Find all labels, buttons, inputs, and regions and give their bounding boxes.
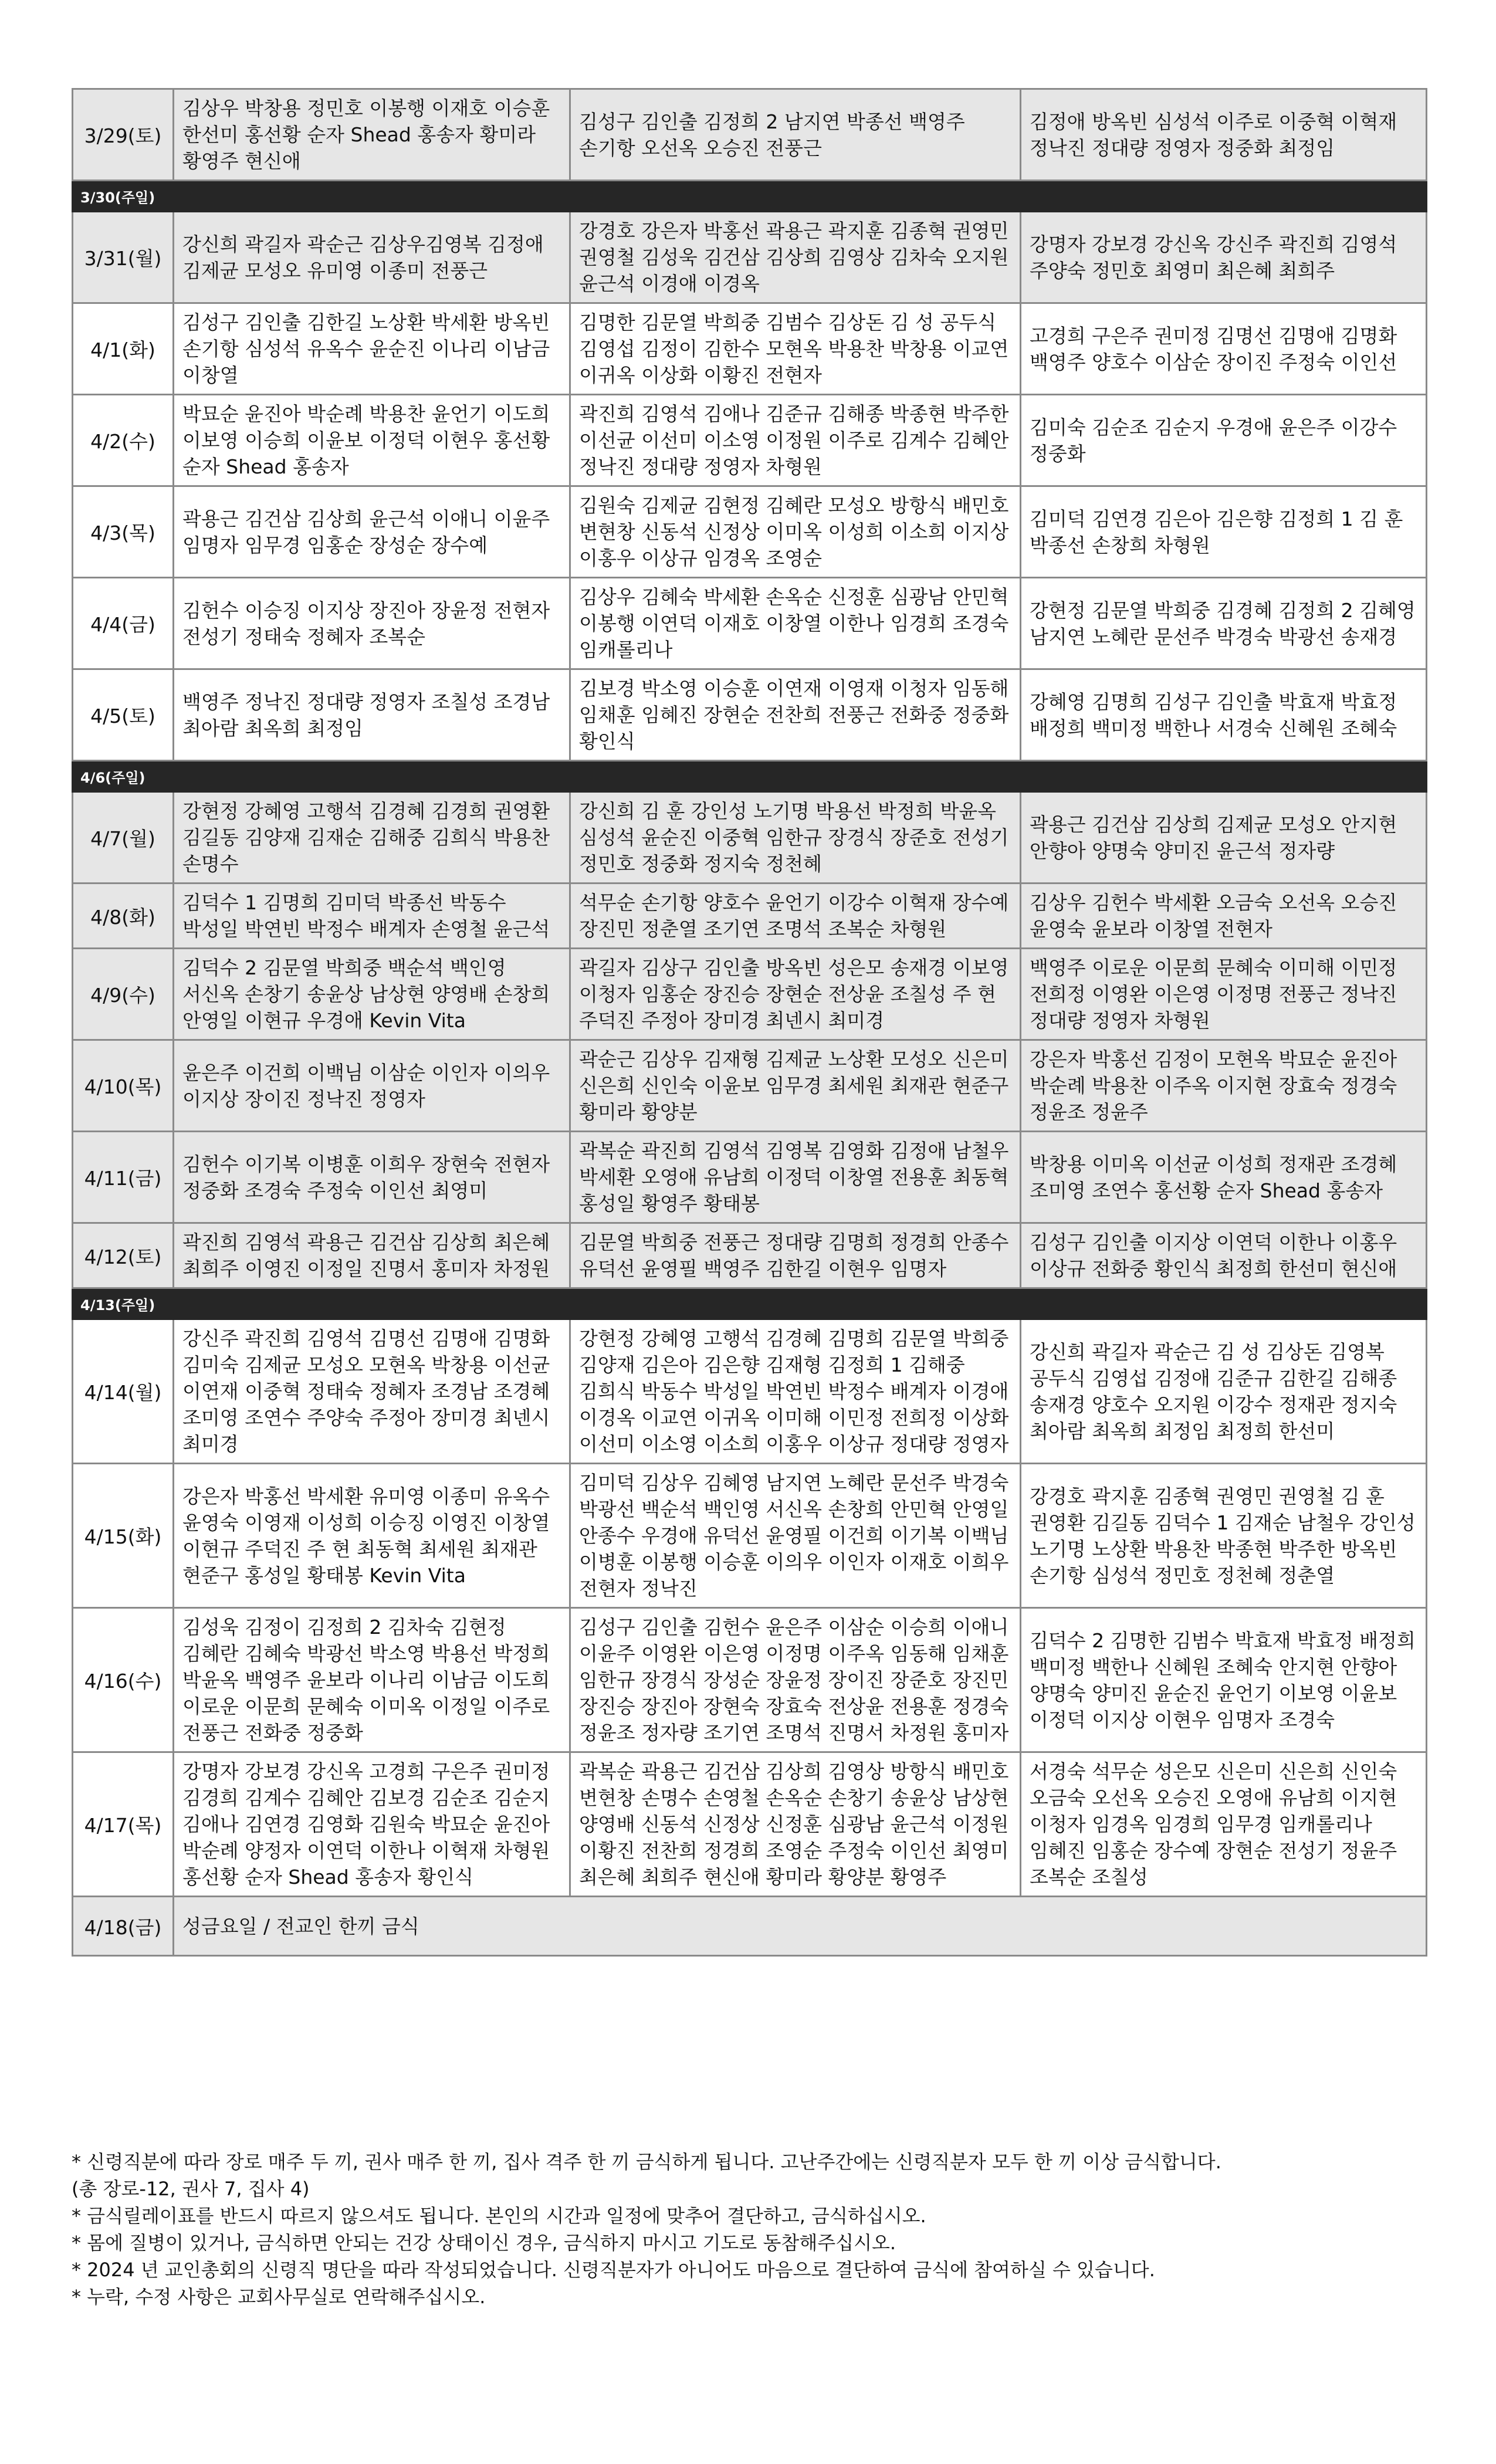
names-cell-col1: 강은자 박홍선 박세환 유미영 이종미 유옥수 윤영숙 이영재 이성희 이승징 이영진 이창열 이현규 주덕진 주 현 최동혁 최세원 최재관 현준구 홍성일 황태봉 Kevin Vita bbox=[174, 1464, 570, 1608]
sunday-label: 4/13(주일) bbox=[73, 1288, 1427, 1319]
date-cell: 4/7(월) bbox=[73, 792, 174, 884]
note-2: (총 장로-12, 권사 7, 집사 4) bbox=[72, 2178, 310, 2200]
sunday-separator-row bbox=[73, 761, 1427, 792]
names-cell-col2: 곽복순 곽진희 김영석 김영복 김영화 김정애 남철우 박세환 오영애 유남희 이정덕 이창열 전용훈 최동혁 홍성일 황영주 황태봉 bbox=[570, 1132, 1021, 1223]
schedule-row bbox=[73, 395, 1427, 486]
names-cell-col2: 김미덕 김상우 김혜영 남지연 노혜란 문선주 박경숙 박광선 백순석 백인영 서신옥 손창희 안민혁 안영일 안종수 우경애 유덕선 윤영필 이건희 이기복 이백님 이병훈 이봉행 이승훈 이의우 이인자 이재호 이희우 전현자 정낙진 bbox=[570, 1464, 1021, 1608]
note-5: * 2024 년 교인총회의 신령직 명단을 따라 작성되었습니다. 신령직분자가 아니어도 마음으로 결단하여 금식에 참여하실 수 있습니다. bbox=[72, 2259, 1155, 2281]
names-cell-col3: 곽용근 김건삼 김상희 김제균 모성오 안지현 안향아 양명숙 양미진 윤근석 정자량 bbox=[1021, 792, 1427, 884]
names-cell-col2: 강현정 강혜영 고행석 김경혜 김명희 김문열 박희중 김양재 김은아 김은향 김재형 김정희 1 김해중 김희식 박동수 박성일 박연빈 박정수 배계자 이경애 이경옥 이교연 이귀옥 이미해 이민정 전희정 이상화 이선미 이소영 이소희 이홍우 이상규 정대량 정영자 bbox=[570, 1319, 1021, 1464]
names-cell-col2: 김문열 박희중 전풍근 정대량 김명희 정경희 안종수 유덕선 윤영필 백영주 김한길 이현우 임명자 bbox=[570, 1223, 1021, 1288]
good-friday-note: 성금요일 / 전교인 한끼 금식 bbox=[174, 1897, 1427, 1956]
date-cell: 4/1(화) bbox=[73, 303, 174, 395]
schedule-row bbox=[73, 578, 1427, 669]
names-cell-col1: 김헌수 이기복 이병훈 이희우 장현숙 전현자 정중화 조경숙 주정숙 이인선 최영미 bbox=[174, 1132, 570, 1223]
names-cell-col2: 강경호 강은자 박홍선 곽용근 곽지훈 김종혁 권영민 권영철 김성욱 김건삼 김상희 김영상 김차숙 오지원 윤근석 이경애 이경옥 bbox=[570, 212, 1021, 303]
date-cell: 3/29(토) bbox=[73, 89, 174, 181]
date-cell: 4/9(수) bbox=[73, 949, 174, 1040]
names-cell-col3: 김성구 김인출 이지상 이연덕 이한나 이홍우 이상규 전화중 황인식 최정희 한선미 현신애 bbox=[1021, 1223, 1427, 1288]
fasting-relay-schedule bbox=[72, 88, 1426, 1957]
names-cell-col1: 백영주 정낙진 정대량 정영자 조칠성 조경남 최아람 최옥희 최정임 bbox=[174, 669, 570, 761]
date-cell: 4/3(목) bbox=[73, 486, 174, 578]
schedule-table bbox=[72, 88, 1427, 1957]
date-cell: 4/4(금) bbox=[73, 578, 174, 669]
names-cell-col3: 박창용 이미옥 이선균 이성희 정재관 조경혜 조미영 조연수 홍선황 순자 Shead 홍송자 bbox=[1021, 1132, 1427, 1223]
schedule-row bbox=[73, 1608, 1427, 1752]
names-cell-col3: 김미덕 김연경 김은아 김은향 김정희 1 김 훈 박종선 손창희 차형원 bbox=[1021, 486, 1427, 578]
date-cell: 4/16(수) bbox=[73, 1608, 174, 1752]
names-cell-col3: 김정애 방옥빈 심성석 이주로 이중혁 이혁재 정낙진 정대량 정영자 정중화 최정임 bbox=[1021, 89, 1427, 181]
date-cell: 4/17(목) bbox=[73, 1752, 174, 1897]
names-cell-col2: 김명한 김문열 박희중 김범수 김상돈 김 성 공두식 김영섭 김정이 김한수 모현옥 박용찬 박창용 이교연 이귀옥 이상화 이황진 전현자 bbox=[570, 303, 1021, 395]
date-cell: 4/14(월) bbox=[73, 1319, 174, 1464]
note-3: * 금식릴레이표를 반드시 따르지 않으셔도 됩니다. 본인의 시간과 일정에 맞추어 결단하고, 금식하십시오. bbox=[72, 2205, 926, 2227]
names-cell-col1: 강현정 강혜영 고행석 김경혜 김경희 권영환 김길동 김양재 김재순 김해중 김희식 박용찬 손명수 bbox=[174, 792, 570, 884]
names-cell-col2: 김성구 김인출 김헌수 윤은주 이삼순 이승희 이애니 이윤주 이영완 이은영 이정명 이주옥 임동해 임채훈 임한규 장경식 장성순 장윤정 장이진 장준호 장진민 장진승 장진아 장현숙 장효숙 전상윤 전용훈 정경숙 정윤조 정자량 조기연 조명석 진명서 차정원 홍미자 bbox=[570, 1608, 1021, 1752]
names-cell-col1: 김상우 박창용 정민호 이봉행 이재호 이승훈 한선미 홍선황 순자 Shead 홍송자 황미라 황영주 현신애 bbox=[174, 89, 570, 181]
names-cell-col2: 석무순 손기항 양호수 윤언기 이강수 이혁재 장수예 장진민 정춘열 조기연 조명석 조복순 차형원 bbox=[570, 884, 1021, 949]
date-cell: 4/2(수) bbox=[73, 395, 174, 486]
names-cell-col2: 곽진희 김영석 김애나 김준규 김해종 박종현 박주한 이선균 이선미 이소영 이정원 이주로 김계수 김혜안 정낙진 정대량 정영자 차형원 bbox=[570, 395, 1021, 486]
footnotes bbox=[72, 2148, 1433, 2310]
schedule-row bbox=[73, 1223, 1427, 1288]
names-cell-col2: 김보경 박소영 이승훈 이연재 이영재 이청자 임동해 임채훈 임혜진 장현순 전찬희 전풍근 전화중 정중화 황인식 bbox=[570, 669, 1021, 761]
date-cell: 4/12(토) bbox=[73, 1223, 174, 1288]
names-cell-col3: 서경숙 석무순 성은모 신은미 신은희 신인숙 오금숙 오선옥 오승진 오영애 유남희 이지현 이청자 임경옥 임경희 임무경 임캐롤리나 임혜진 임홍순 장수예 장현순 전성기 정윤주 조복순 조칠성 bbox=[1021, 1752, 1427, 1897]
schedule-row bbox=[73, 669, 1427, 761]
schedule-row bbox=[73, 303, 1427, 395]
date-cell: 4/10(목) bbox=[73, 1040, 174, 1132]
names-cell-col3: 고경희 구은주 권미정 김명선 김명애 김명화 백영주 양호수 이삼순 장이진 주정숙 이인선 bbox=[1021, 303, 1427, 395]
names-cell-col2: 김상우 김혜숙 박세환 손옥순 신정훈 심광남 안민혁 이봉행 이연덕 이재호 이창열 이한나 임경희 조경숙 임캐롤리나 bbox=[570, 578, 1021, 669]
names-cell-col1: 강명자 강보경 강신옥 고경희 구은주 권미정 김경희 김계수 김혜안 김보경 김순조 김순지 김애나 김연경 김영화 김원숙 박묘순 윤진아 박순례 양정자 이연덕 이한나 이혁재 차형원 홍선황 순자 Shead 홍송자 황인식 bbox=[174, 1752, 570, 1897]
schedule-row bbox=[73, 1464, 1427, 1608]
date-cell: 4/15(화) bbox=[73, 1464, 174, 1608]
note-6: * 누락, 수정 사항은 교회사무실로 연락해주십시오. bbox=[72, 2286, 486, 2308]
names-cell-col3: 백영주 이로운 이문희 문혜숙 이미해 이민정 전희정 이영완 이은영 이정명 전풍근 정낙진 정대량 정영자 차형원 bbox=[1021, 949, 1427, 1040]
names-cell-col2: 곽길자 김상구 김인출 방옥빈 성은모 송재경 이보영 이청자 임홍순 장진승 장현순 전상윤 조칠성 주 현 주덕진 주정아 장미경 최넨시 최미경 bbox=[570, 949, 1021, 1040]
sunday-separator-row bbox=[73, 1288, 1427, 1319]
names-cell-col3: 강현정 김문열 박희중 김경혜 김정희 2 김혜영 남지연 노혜란 문선주 박경숙 박광선 송재경 bbox=[1021, 578, 1427, 669]
schedule-row bbox=[73, 89, 1427, 181]
names-cell-col1: 박묘순 윤진아 박순례 박용찬 윤언기 이도희 이보영 이승희 이윤보 이정덕 이현우 홍선황 순자 Shead 홍송자 bbox=[174, 395, 570, 486]
names-cell-col2: 강신희 김 훈 강인성 노기명 박용선 박정희 박윤옥 심성석 윤순진 이중혁 임한규 장경식 장준호 전성기 정민호 정중화 정지숙 정천혜 bbox=[570, 792, 1021, 884]
names-cell-col1: 김덕수 2 김문열 박희중 백순석 백인영 서신옥 손창기 송윤상 남상현 양영배 손창희 안영일 이현규 우경애 Kevin Vita bbox=[174, 949, 570, 1040]
names-cell-col3: 강경호 곽지훈 김종혁 권영민 권영철 김 훈 권영환 김길동 김덕수 1 김재순 남철우 강인성 노기명 노상환 박용찬 박종현 박주한 방옥빈 손기항 심성석 정민호 정천혜 정춘열 bbox=[1021, 1464, 1427, 1608]
schedule-row bbox=[73, 792, 1427, 884]
date-cell: 4/18(금) bbox=[73, 1897, 174, 1956]
names-cell-col1: 곽진희 김영석 곽용근 김건삼 김상희 최은혜 최희주 이영진 이정일 진명서 홍미자 차정원 bbox=[174, 1223, 570, 1288]
date-cell: 4/11(금) bbox=[73, 1132, 174, 1223]
names-cell-col3: 김상우 김헌수 박세환 오금숙 오선옥 오승진 윤영숙 윤보라 이창열 전현자 bbox=[1021, 884, 1427, 949]
names-cell-col2: 김성구 김인출 김정희 2 남지연 박종선 백영주 손기항 오선옥 오승진 전풍근 bbox=[570, 89, 1021, 181]
note-4: * 몸에 질병이 있거나, 금식하면 안되는 건강 상태이신 경우, 금식하지 마시고 기도로 동참해주십시오. bbox=[72, 2232, 896, 2254]
note-1: * 신령직분에 따라 장로 매주 두 끼, 권사 매주 한 끼, 집사 격주 한 끼 금식하게 됩니다. 고난주간에는 신령직분자 모두 한 끼 이상 금식합니다. bbox=[72, 2151, 1221, 2173]
names-cell-col3: 강명자 강보경 강신옥 강신주 곽진희 김영석 주양숙 정민호 최영미 최은혜 최희주 bbox=[1021, 212, 1427, 303]
names-cell-col1: 김덕수 1 김명희 김미덕 박종선 박동수 박성일 박연빈 박정수 배계자 손영철 윤근석 bbox=[174, 884, 570, 949]
names-cell-col3: 김미숙 김순조 김순지 우경애 윤은주 이강수 정중화 bbox=[1021, 395, 1427, 486]
schedule-row bbox=[73, 1132, 1427, 1223]
names-cell-col3: 김덕수 2 김명한 김범수 박효재 박효정 배정희 백미정 백한나 신혜원 조혜숙 안지현 안향아 양명숙 양미진 윤순진 윤언기 이보영 이윤보 이정덕 이지상 이현우 임명자 조경숙 bbox=[1021, 1608, 1427, 1752]
schedule-row bbox=[73, 949, 1427, 1040]
names-cell-col2: 곽복순 곽용근 김건삼 김상희 김영상 방항식 배민호 변현창 손명수 손영철 손옥순 손창기 송윤상 남상현 양영배 신동석 신정상 신정훈 심광남 윤근석 이정원 이황진 전찬희 정경희 조영순 주정숙 이인선 최영미 최은혜 최희주 현신애 황미라 황양분 황영주 bbox=[570, 1752, 1021, 1897]
sunday-label: 3/30(주일) bbox=[73, 181, 1427, 212]
schedule-row bbox=[73, 212, 1427, 303]
schedule-row bbox=[73, 1319, 1427, 1464]
names-cell-col1: 윤은주 이건희 이백님 이삼순 이인자 이의우 이지상 장이진 정낙진 정영자 bbox=[174, 1040, 570, 1132]
sunday-label: 4/6(주일) bbox=[73, 761, 1427, 792]
names-cell-col1: 김성구 김인출 김한길 노상환 박세환 방옥빈 손기항 심성석 유옥수 윤순진 이나리 이남금 이창열 bbox=[174, 303, 570, 395]
names-cell-col2: 김원숙 김제균 김현정 김혜란 모성오 방항식 배민호 변현창 신동석 신정상 이미옥 이성희 이소희 이지상 이홍우 이상규 임경옥 조영순 bbox=[570, 486, 1021, 578]
date-cell: 4/5(토) bbox=[73, 669, 174, 761]
date-cell: 4/8(화) bbox=[73, 884, 174, 949]
sunday-separator-row bbox=[73, 181, 1427, 212]
schedule-row-final bbox=[73, 1897, 1427, 1956]
names-cell-col1: 강신희 곽길자 곽순근 김상우김영복 김정애 김제균 모성오 유미영 이종미 전풍근 bbox=[174, 212, 570, 303]
schedule-row bbox=[73, 1752, 1427, 1897]
schedule-row bbox=[73, 884, 1427, 949]
names-cell-col1: 강신주 곽진희 김영석 김명선 김명애 김명화 김미숙 김제균 모성오 모현옥 박창용 이선균 이연재 이중혁 정태숙 정혜자 조경남 조경혜 조미영 조연수 주양숙 주정아 장미경 최넨시 최미경 bbox=[174, 1319, 570, 1464]
names-cell-col3: 강은자 박홍선 김정이 모현옥 박묘순 윤진아 박순례 박용찬 이주옥 이지현 장효숙 정경숙 정윤조 정윤주 bbox=[1021, 1040, 1427, 1132]
schedule-row bbox=[73, 1040, 1427, 1132]
names-cell-col1: 김성욱 김정이 김정희 2 김차숙 김현정 김혜란 김혜숙 박광선 박소영 박용선 박정희 박윤옥 백영주 윤보라 이나리 이남금 이도희 이로운 이문희 문혜숙 이미옥 이정일 이주로 전풍근 전화중 정중화 bbox=[174, 1608, 570, 1752]
names-cell-col3: 강혜영 김명희 김성구 김인출 박효재 박효정 배정희 백미정 백한나 서경숙 신혜원 조혜숙 bbox=[1021, 669, 1427, 761]
schedule-row bbox=[73, 486, 1427, 578]
names-cell-col2: 곽순근 김상우 김재형 김제균 노상환 모성오 신은미 신은희 신인숙 이윤보 임무경 최세원 최재관 현준구 황미라 황양분 bbox=[570, 1040, 1021, 1132]
names-cell-col3: 강신희 곽길자 곽순근 김 성 김상돈 김영복 공두식 김영섭 김정애 김준규 김한길 김해종 송재경 양호수 오지원 이강수 정재관 정지숙 최아람 최옥희 최정임 최정희 한선미 bbox=[1021, 1319, 1427, 1464]
names-cell-col1: 김헌수 이승징 이지상 장진아 장윤정 전현자 전성기 정태숙 정혜자 조복순 bbox=[174, 578, 570, 669]
date-cell: 3/31(월) bbox=[73, 212, 174, 303]
names-cell-col1: 곽용근 김건삼 김상희 윤근석 이애니 이윤주 임명자 임무경 임홍순 장성순 장수예 bbox=[174, 486, 570, 578]
